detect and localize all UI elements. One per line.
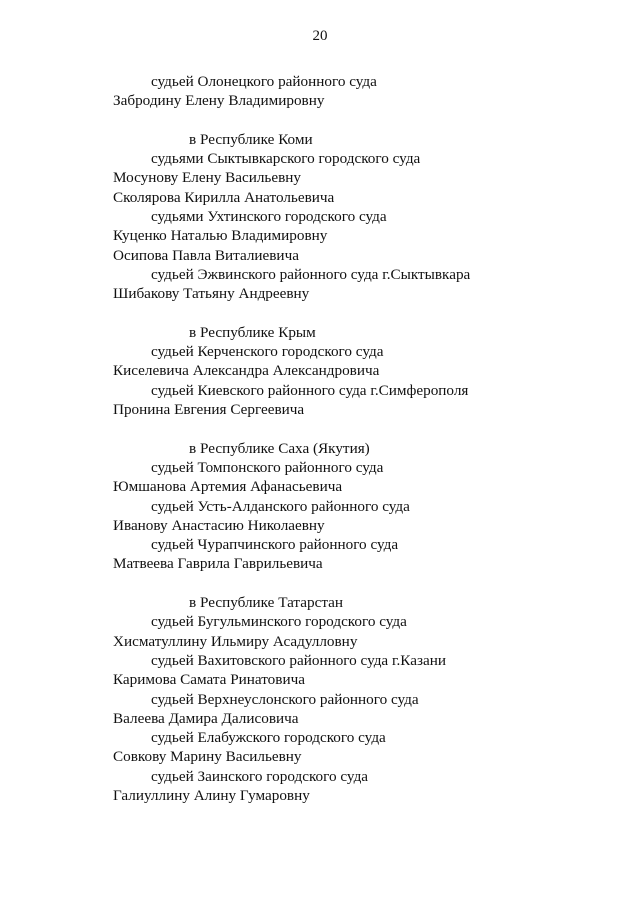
judge-name-line: Валеева Дамира Далисовича (113, 709, 299, 727)
judge-name-line: Киселевича Александра Александровича (113, 362, 380, 380)
judge-name-line: Галиуллину Алину Гумаровну (113, 786, 310, 804)
judge-name-line: Куценко Наталью Владимировну (113, 227, 328, 245)
judge-name-line: Иванову Анастасию Николаевну (113, 516, 325, 534)
appointment-list (0, 72, 640, 805)
court-line: судьей Вахитовского районного суда г.Казани (151, 651, 446, 669)
court-line: судьей Верхнеуслонского районного суда (151, 690, 419, 708)
court-line: судьей Эжвинского районного суда г.Сыктывкара (151, 265, 471, 283)
judge-name-line: Хисматуллину Ильмиру Асадулловну (113, 632, 358, 650)
blank-line (0, 304, 640, 323)
court-line: судьей Керченского городского суда (151, 343, 384, 361)
judge-name-line: Матвеева Гаврила Гаврильевича (113, 555, 323, 573)
page-number: 20 (312, 28, 328, 44)
judge-name-line: Забродину Елену Владимировну (113, 92, 325, 110)
judge-name-line: Каримова Самата Ринатовича (113, 671, 305, 689)
judge-name-line: Мосунову Елену Васильевну (113, 169, 301, 187)
court-line: судьей Бугульминского городского суда (151, 613, 407, 631)
judge-name-line: Совкову Марину Васильевну (113, 748, 302, 766)
region-heading: в Республике Саха (Якутия) (189, 439, 370, 457)
region-heading: в Республике Татарстан (189, 594, 344, 612)
blank-line (0, 111, 640, 130)
court-line: судьей Елабужского городского суда (151, 729, 386, 747)
court-line: судьей Олонецкого районного суда (151, 73, 377, 90)
court-line: судьей Усть-Алданского районного суда (151, 497, 410, 515)
blank-line (0, 574, 640, 593)
blank-line (0, 419, 640, 438)
judge-name-line: Шибакову Татьяну Андреевну (113, 285, 310, 303)
court-line: судьей Заинского городского суда (151, 767, 369, 785)
judge-name-line: Сколярова Кирилла Анатольевича (113, 188, 335, 206)
judge-name-line: Юмшанова Артемия Афанасьевича (113, 478, 343, 496)
court-line: судьей Чурапчинского районного суда (151, 536, 399, 554)
region-heading: в Республике Коми (189, 130, 313, 148)
court-line: судьями Сыктывкарского городского суда (151, 150, 421, 168)
region-heading: в Республике Крым (189, 323, 316, 341)
court-line: судьями Ухтинского городского суда (151, 208, 387, 226)
court-line: судьей Киевского районного суда г.Симферополя (151, 381, 469, 399)
court-line: судьей Томпонского районного суда (151, 458, 384, 476)
judge-name-line: Осипова Павла Виталиевича (113, 246, 299, 264)
judge-name-line: Пронина Евгения Сергеевича (113, 401, 305, 419)
